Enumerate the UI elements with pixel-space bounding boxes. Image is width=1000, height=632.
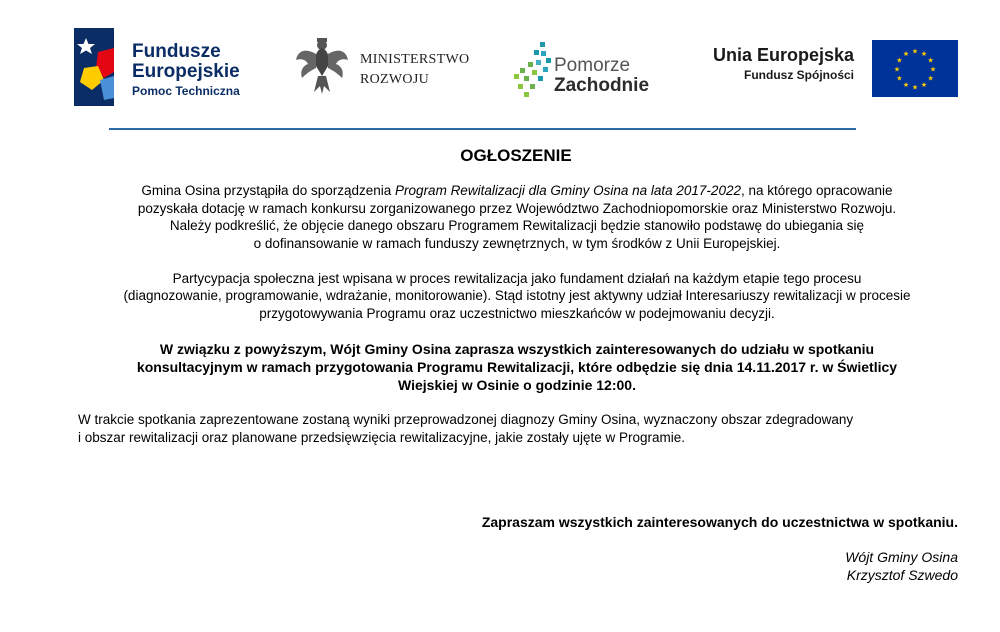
participation-line-1: Partycypacja społeczna jest wpisana w proces rewitalizacja jako fundament działań na każdym etapie tego procesu <box>172 270 862 286</box>
participation-line-2: (diagnozowanie, programowanie, wdrażanie, monitorowanie). Stąd istotny jest aktywny udział Interesariuszy rewitalizacji w procesie <box>123 288 911 303</box>
eu-flag-icon <box>872 40 958 97</box>
intro-line-4: o dofinansowanie w ramach funduszy zewnętrznych, w tym środków z Unii Europejskiej. <box>253 235 781 251</box>
fundusze-line3: Pomoc Techniczna <box>132 84 240 98</box>
paragraph-invitation <box>70 340 964 394</box>
intro-line-3: Należy podkreślić, że objęcie danego obszaru Programem Rewitalizacji będzie stanowiło podstawę do ubiegania się <box>169 218 865 233</box>
agenda-line-1: W trakcie spotkania zaprezentowane zostaną wyniki przeprowadzonej diagnozy Gminy Osina, wyznaczony obszar zdegradowany <box>78 412 854 427</box>
svg-text:★: ★ <box>927 56 934 65</box>
fundusze-line1: Fundusze <box>132 41 221 62</box>
signature-name: Krzysztof Szwedo <box>846 567 958 583</box>
signature-title: Wójt Gminy Osina <box>845 549 958 565</box>
svg-text:★: ★ <box>911 83 919 92</box>
header-divider <box>109 128 856 130</box>
fundusze-line2: Europejskie <box>132 61 240 82</box>
invitation-line-2: konsultacyjnym w ramach przygotowania Programu Rewitalizacji, które odbędzie się dnia 14.11.2017 r. w Świetlicy <box>136 358 898 375</box>
unia-title: Unia Europejska <box>712 45 854 65</box>
closing-invitation: Zapraszam wszystkich zainteresowanych do uczestnictwa w spotkaniu. <box>481 514 958 530</box>
intro-line-2: pozyskała dotację w ramach konkursu zorganizowanego przez Województwo Zachodniopomorskie oraz Ministerstwo Rozwoju. <box>137 200 897 216</box>
fundusze-europejskie-icon <box>74 28 124 106</box>
pomorze-line2: Zachodnie <box>554 75 650 96</box>
invitation-line-1: W związku z powyższym, Wójt Gminy Osina zaprasza wszystkich zainteresowanych do udziału w spotkaniu <box>159 340 875 357</box>
svg-text:★: ★ <box>896 56 903 65</box>
paragraph-intro <box>70 182 964 252</box>
pomorze-zachodnie-logo <box>510 40 660 105</box>
program-title: Program Rewitalizacji dla Gminy Osina na lata 2017-2022 <box>395 183 741 198</box>
page-title: OGŁOSZENIE <box>460 146 572 165</box>
intro-line-1-start: Gmina Osina przystąpiła do sporządzenia <box>141 183 396 198</box>
fundusze-europejskie-logo <box>74 28 254 108</box>
svg-text:★: ★ <box>893 65 901 74</box>
pomorze-zachodnie-icon <box>510 40 558 100</box>
ministerstwo-line1: MINISTERSTWO <box>360 52 470 67</box>
paragraph-agenda <box>78 411 964 446</box>
svg-text:★: ★ <box>920 49 928 58</box>
svg-text:★: ★ <box>929 65 937 74</box>
unia-subtitle: Fundusz Spójności <box>744 68 854 82</box>
invitation-line-3: Wiejskiej w Osinie o godzinie 12:00. <box>398 376 636 393</box>
signature-block <box>845 548 958 584</box>
svg-text:★: ★ <box>896 74 903 83</box>
pomorze-line1: Pomorze <box>554 55 631 76</box>
agenda-line-2: i obszar rewitalizacji oraz planowane przedsięwzięcia rewitalizacyjne, jakie zostały ujęte w Programie. <box>78 429 686 445</box>
eagle-emblem-icon <box>294 36 350 98</box>
logo-bar <box>0 0 1000 120</box>
participation-line-3: przygotowywania Programu oraz uczestnictwo mieszkańców w podejmowaniu decyzji. <box>259 305 775 321</box>
paragraph-participation <box>70 270 964 323</box>
intro-line-1-end: , na którego opracowanie <box>740 183 893 198</box>
svg-text:★: ★ <box>902 49 910 58</box>
svg-text:★: ★ <box>911 47 919 56</box>
svg-text:★: ★ <box>920 81 928 90</box>
announcement-body <box>70 182 964 446</box>
ministerstwo-rozwoju-logo <box>294 36 484 106</box>
intro-line-1 <box>70 182 964 200</box>
svg-text:★: ★ <box>927 74 934 83</box>
ministerstwo-line2: ROZWOJU <box>360 72 429 87</box>
unia-europejska-label <box>713 44 854 84</box>
svg-text:★: ★ <box>902 81 910 90</box>
